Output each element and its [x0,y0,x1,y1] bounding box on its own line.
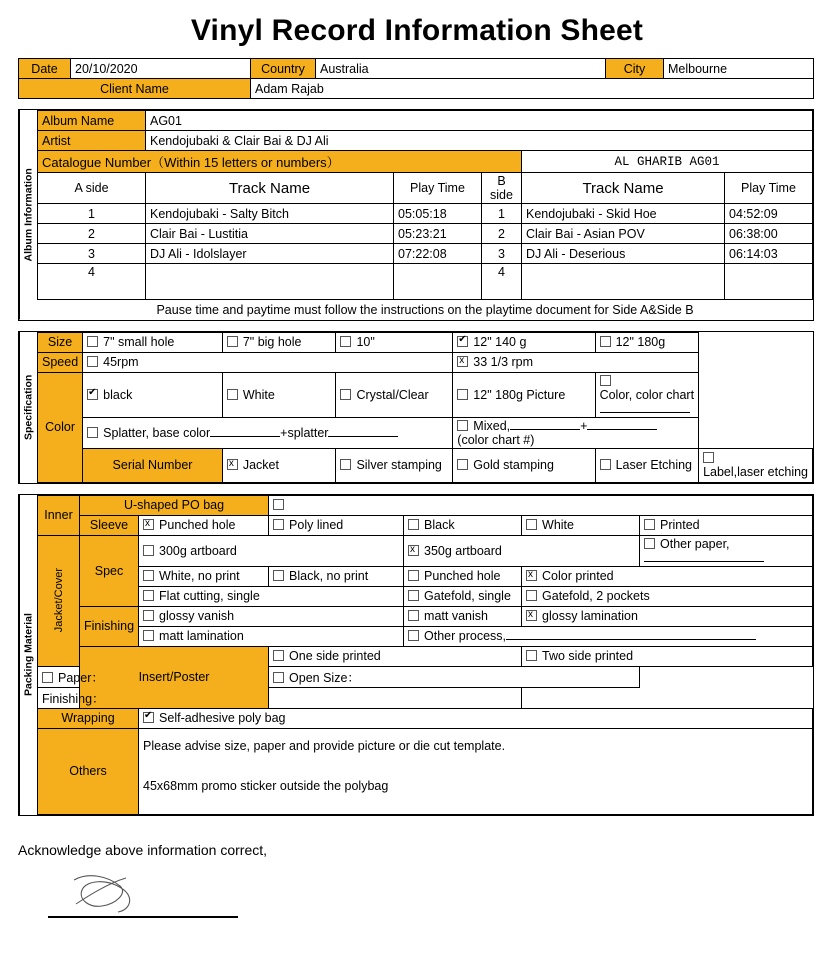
checkbox-gold-stamping[interactable] [457,459,468,470]
insert-option-paper[interactable]: Paper： [38,666,139,687]
checkbox-insert-paper[interactable] [42,672,53,683]
country-value[interactable]: Australia [316,59,606,79]
spec-option-flat-cutting[interactable]: Flat cutting, single [139,586,404,606]
checkbox-white-no-print[interactable] [143,570,154,581]
checkbox-300g-artboard[interactable] [143,545,154,556]
serial-number-label: Serial Number [83,448,223,482]
packing-material-body [37,495,813,815]
serial-option-gold[interactable]: Gold stamping [453,448,595,482]
checkbox-splatter[interactable] [87,427,98,438]
other-process-blank[interactable] [506,639,756,640]
speed-option-1[interactable]: x 33 1/3 rpm [453,352,699,372]
header-block [18,58,814,99]
speed-option-0[interactable]: 45rpm [83,352,453,372]
table-row [38,264,813,300]
checkbox-crystal-clear[interactable] [340,389,351,400]
size-label: Size [38,332,83,352]
others-label: Others [38,728,139,814]
wrapping-option[interactable]: ✔ Self-adhesive poly bag [139,708,813,728]
checkbox-sleeve-white[interactable] [526,519,537,530]
checkbox-other-process[interactable] [408,630,419,641]
checkbox-45rpm[interactable] [87,356,98,367]
specification-section [18,331,814,484]
color-label: Color [38,372,83,482]
inner-label: Inner [38,495,80,535]
serial-number-row [38,448,813,482]
spec-option-punched-hole[interactable]: Punched hole [404,566,522,586]
splatter-blank[interactable] [328,436,398,437]
a-side-label: A side [38,173,146,204]
album-information-body [37,110,813,320]
insert-poster-label: Insert/Poster [80,646,269,708]
checkbox-7-big-hole[interactable] [227,336,238,347]
a-track-name-label: Track Name [146,173,394,204]
checkbox-gatefold-single[interactable] [408,590,419,601]
checkbox-33rpm[interactable] [457,356,468,367]
checkbox-glossy-lamination[interactable] [526,610,537,621]
jacket-cover-label: Jacket/Cover [38,535,80,666]
packing-material-tab: Packing Material [19,495,37,815]
b-track-3-time[interactable]: 06:14:03 [725,244,813,264]
b-track-4-time[interactable] [725,264,813,300]
checkbox-matt-vanish[interactable] [408,610,419,621]
header-row-2 [19,79,814,99]
b-track-name-label: Track Name [522,173,725,204]
specification-table [37,332,813,483]
a-track-4-no: 4 [38,264,146,300]
checkbox-350g-artboard[interactable] [408,545,419,556]
spec-option-other-paper[interactable]: Other paper, [640,535,813,566]
insert-row-3 [38,687,813,708]
spec-option-gatefold-single[interactable]: Gatefold, single [404,586,522,606]
checkbox-sleeve-printed[interactable] [644,519,655,530]
finishing-option-matt-vanish[interactable]: matt vanish [404,606,522,626]
checkbox-jacket[interactable] [227,459,238,470]
page-title: Vinyl Record Information Sheet [190,14,644,47]
color-option-splatter[interactable]: Splatter, base color +splatter [83,417,453,448]
sleeve-label: Sleeve [80,515,139,535]
b-track-3-name[interactable]: DJ Ali - Deserious [522,244,725,264]
size-option-0[interactable]: 7" small hole [83,332,223,352]
insert-row-1 [38,646,813,666]
checkbox-black-no-print[interactable] [273,570,284,581]
b-track-2-time[interactable]: 06:38:00 [725,224,813,244]
checkbox-12-180g-picture[interactable] [457,389,468,400]
mixed-blank-2[interactable] [587,429,657,430]
a-track-1-time[interactable]: 05:05:18 [394,204,482,224]
color-option-black[interactable]: ✔black [83,372,223,417]
finishing-option-other-process[interactable]: Other process, [404,626,813,646]
album-table [37,110,813,320]
acknowledge-text: Acknowledge above information correct, [18,841,268,858]
sleeve-option-white[interactable]: White [522,515,640,535]
b-side-label: B side [482,173,522,204]
table-row [38,224,813,244]
spec-label: Spec [80,535,139,606]
city-label: City [606,59,664,79]
checkbox-sleeve-black[interactable] [408,519,419,530]
color-chart-blank[interactable] [600,412,690,413]
color-option-white[interactable]: White [222,372,336,417]
sleeve-option-punched[interactable]: x Punched hole [139,515,269,535]
catalogue-number-value[interactable]: AL GHARIB AG01 [522,151,813,173]
album-name-value[interactable]: AG01 [146,111,813,131]
a-track-3-no: 3 [38,244,146,264]
size-option-1[interactable]: 7" big hole [222,332,336,352]
spec-option-300g[interactable]: 300g artboard [139,535,404,566]
client-name-label: Client Name [19,79,251,99]
serial-option-jacket[interactable]: x Jacket [222,448,336,482]
album-information-section [18,109,814,321]
spec-option-color-printed[interactable]: x Color printed [522,566,813,586]
sleeve-row [38,515,813,535]
color-option-chart[interactable]: Color, color chart [595,372,698,417]
splatter-base-blank[interactable] [210,436,280,437]
size-option-4[interactable]: 12" 180g [595,332,698,352]
mixed-blank-1[interactable] [510,429,580,430]
b-track-2-no: 2 [482,224,522,244]
date-value[interactable]: 20/10/2020 [71,59,251,79]
table-row [38,244,813,264]
insert-option-two-side[interactable]: Two side printed [522,646,813,666]
size-option-2[interactable]: 10" [336,332,453,352]
checkbox-flat-cutting-single[interactable] [143,590,154,601]
spec-row-1 [38,535,813,566]
color-row-2 [38,417,813,448]
checkbox-7-small-hole[interactable] [87,336,98,347]
u-bag-row [38,495,813,515]
spec-row-2 [38,566,813,586]
others-line-2: 45x68mm promo sticker outside the polybag [143,778,389,793]
table-row [38,204,813,224]
spec-option-gatefold-2-pockets[interactable]: Gatefold, 2 pockets [522,586,813,606]
album-footnote: Pause time and paytime must follow the instructions on the playtime document for Side A&Side B [38,300,813,320]
checkbox-insert-open-size[interactable] [273,672,284,683]
serial-option-silver[interactable]: Silver stamping [336,448,453,482]
catalogue-row [38,151,813,173]
checkbox-color-printed[interactable] [526,570,537,581]
a-track-4-time[interactable] [394,264,482,300]
wrapping-row [38,708,813,728]
u-shaped-bag-option[interactable] [269,495,813,515]
checkbox-silver-stamping[interactable] [340,459,351,470]
b-track-1-no: 1 [482,204,522,224]
finishing-option-matt-lamination[interactable]: matt lamination [139,626,404,646]
insert-option-one-side[interactable]: One side printed [269,646,522,666]
serial-option-laser[interactable]: Laser Etching [595,448,698,482]
checkbox-two-side-printed[interactable] [526,650,537,661]
checkbox-12-140g[interactable] [457,336,468,347]
others-line-1: Please advise size, paper and provide picture or die cut template. [143,738,506,753]
checkbox-matt-lamination[interactable] [143,630,154,641]
a-track-2-name[interactable]: Clair Bai - Lustitia [146,224,394,244]
insert-option-open-size[interactable]: Open Size： [269,666,640,687]
sleeve-option-printed[interactable]: Printed [640,515,813,535]
b-track-4-name[interactable] [522,264,725,300]
a-track-2-time[interactable]: 05:23:21 [394,224,482,244]
wrapping-label: Wrapping [38,708,139,728]
specification-body [37,332,813,483]
a-track-1-no: 1 [38,204,146,224]
size-row [38,332,813,352]
checkbox-10-inch[interactable] [340,336,351,347]
city-value[interactable]: Melbourne [664,59,814,79]
checkbox-sleeve-poly-lined[interactable] [273,519,284,530]
client-name-value[interactable]: Adam Rajab [251,79,814,99]
checkbox-spec-punched-hole[interactable] [408,570,419,581]
color-option-crystal[interactable]: Crystal/Clear [336,372,453,417]
b-track-4-no: 4 [482,264,522,300]
album-name-row [38,111,813,131]
date-label: Date [19,59,71,79]
checkbox-black[interactable] [87,389,98,400]
artist-value[interactable]: Kendojubaki & Clair Bai & DJ Ali [146,131,813,151]
checkbox-12-180g[interactable] [600,336,611,347]
packing-table [37,495,813,815]
track-header-row [38,173,813,204]
signature-scribble [68,870,148,916]
u-shaped-bag-label: U-shaped PO bag [80,495,269,515]
checkbox-color-chart[interactable] [600,375,611,386]
speed-row [38,352,813,372]
document-page [0,14,834,964]
finishing-row-1 [38,606,813,626]
checkbox-sleeve-punched-hole[interactable] [143,519,154,530]
checkbox-glossy-vanish[interactable] [143,610,154,621]
album-information-tab: Album Information [19,110,37,320]
b-track-2-name[interactable]: Clair Bai - Asian POV [522,224,725,244]
finishing-option-glossy-vanish[interactable]: glossy vanish [139,606,404,626]
album-name-label: Album Name [38,111,146,131]
country-label: Country [251,59,316,79]
checkbox-self-adhesive-poly-bag[interactable] [143,712,154,723]
speed-label: Speed [38,352,83,372]
specification-tab: Specification [19,332,37,483]
others-value[interactable] [139,728,813,814]
a-play-time-label: Play Time [394,173,482,204]
artist-label: Artist [38,131,146,151]
b-track-3-no: 3 [482,244,522,264]
checkbox-one-side-printed[interactable] [273,650,284,661]
header-row-1 [19,59,814,79]
spec-row-3 [38,586,813,606]
a-track-3-name[interactable]: DJ Ali - Idolslayer [146,244,394,264]
color-option-mixed[interactable]: Mixed, +(color chart #) [453,417,699,448]
album-footnote-row [38,300,813,320]
others-row [38,728,813,814]
finishing-row-2 [38,626,813,646]
checkbox-u-shaped-po-bag[interactable] [273,499,284,510]
checkbox-gatefold-2-pockets[interactable] [526,590,537,601]
checkbox-white[interactable] [227,389,238,400]
sleeve-option-black[interactable]: Black [404,515,522,535]
checkbox-mixed[interactable] [457,420,468,431]
color-row-1 [38,372,813,417]
spec-option-black-no-print[interactable]: Black, no print [269,566,404,586]
signature-line [48,916,238,918]
b-play-time-label: Play Time [725,173,813,204]
signature-area[interactable] [48,868,238,918]
a-track-2-no: 2 [38,224,146,244]
b-track-1-time[interactable]: 04:52:09 [725,204,813,224]
a-track-4-name[interactable] [146,264,394,300]
artist-row [38,131,813,151]
checkbox-other-paper[interactable] [644,538,655,549]
color-option-picture[interactable]: 12" 180g Picture [453,372,595,417]
other-paper-blank[interactable] [644,561,764,562]
insert-finishing-label[interactable]: Finishing： [38,687,522,708]
spec-option-white-no-print[interactable]: White, no print [139,566,269,586]
a-track-3-time[interactable]: 07:22:08 [394,244,482,264]
checkbox-label-laser-etching[interactable] [703,452,714,463]
b-track-1-name[interactable]: Kendojubaki - Skid Hoe [522,204,725,224]
spec-option-350g[interactable]: x 350g artboard [404,535,640,566]
a-track-1-name[interactable]: Kendojubaki - Salty Bitch [146,204,394,224]
checkbox-laser-etching[interactable] [600,459,611,470]
packing-material-section [18,494,814,816]
finishing-label: Finishing [80,606,139,646]
catalogue-number-label: Catalogue Number（Within 15 letters or numbers） [38,151,522,173]
finishing-option-glossy-lamination[interactable]: x glossy lamination [522,606,813,626]
serial-option-label-laser[interactable]: Label,laser etching [699,448,813,482]
sleeve-option-poly[interactable]: Poly lined [269,515,404,535]
size-option-3[interactable]: ✔ 12" 140 g [453,332,595,352]
